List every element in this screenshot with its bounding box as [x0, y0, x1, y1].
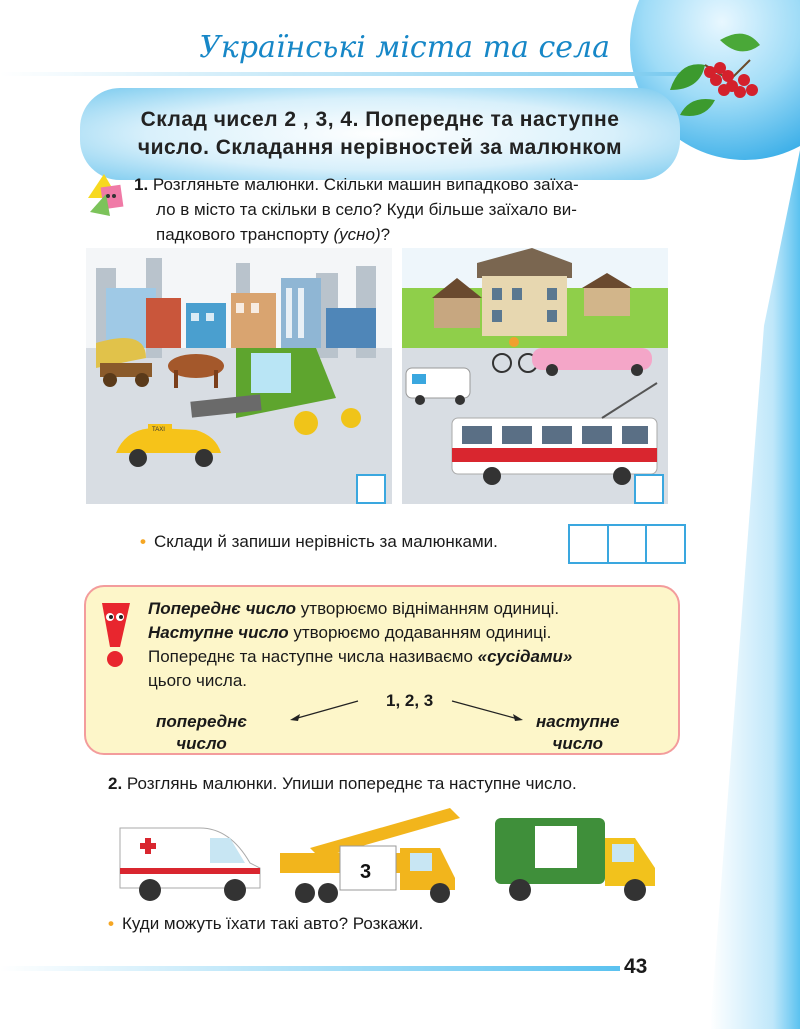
task1-line2: ло в місто та скільки в село? Куди більше заїхало ви-	[156, 200, 577, 219]
task1-line3: падкового транспорту	[156, 225, 329, 244]
inequality-answer-boxes[interactable]	[568, 524, 686, 564]
footer-divider	[0, 966, 620, 971]
task1-oral: (усно)	[333, 225, 381, 244]
inequality-box-right[interactable]	[647, 526, 684, 562]
village-illustration	[402, 248, 668, 504]
side-decoration	[710, 150, 800, 1029]
crane-number: 3	[360, 861, 372, 883]
next-label-line1: наступне	[536, 712, 620, 731]
chapter-title: Українські міста та села	[199, 30, 610, 65]
prev-label-line1: попереднє	[156, 712, 248, 731]
task2-text	[108, 774, 577, 794]
prev-label-line2: число	[176, 734, 227, 753]
rule-box	[84, 585, 680, 755]
next-label-line2: число	[552, 734, 603, 753]
rule-prev-term: Попереднє число	[148, 599, 297, 618]
task1-end: ?	[380, 225, 391, 244]
lesson-title-line2: число. Складання нерівностей за малюнком	[137, 136, 623, 159]
lesson-title	[80, 88, 680, 180]
answer-box-village[interactable]	[634, 474, 664, 504]
rule-next-term: Наступне число	[148, 623, 289, 642]
bullet-where-text: Куди можуть їхати такі авто? Розкажи.	[121, 914, 424, 933]
task2-instruction: Розглянь малюнки. Упиши попереднє та наступне число.	[126, 774, 577, 793]
bullet-dot: •	[108, 914, 114, 933]
rule-neighbors: «сусідами»	[477, 647, 573, 666]
task2-number: 2.	[108, 774, 123, 793]
answer-box-city[interactable]	[356, 474, 386, 504]
crane-truck-icon	[280, 808, 460, 903]
task1-line1: Розгляньте малюнки. Скільки машин випадково заїха-	[152, 175, 579, 194]
task1-text	[134, 172, 694, 247]
inequality-box-left[interactable]	[570, 526, 609, 562]
garbage-truck-icon	[495, 818, 655, 901]
lesson-title-line1: Склад чисел 2 , 3, 4. Попереднє та наступне	[140, 108, 620, 131]
bullet-dot: •	[140, 532, 146, 551]
city-picture	[86, 248, 392, 504]
number-sequence: 1, 2, 3	[386, 691, 434, 710]
rule-prev-text: утворюємо відніманням одиниці.	[296, 599, 560, 618]
bullet-inequality-text: Склади й запиши нерівність за малюнками.	[153, 532, 498, 551]
task1-number: 1.	[134, 175, 149, 194]
next-number-label	[536, 711, 619, 755]
task-puzzle-icon	[84, 168, 136, 218]
rule-line4: цього числа.	[148, 671, 248, 690]
ambulance-icon	[120, 828, 260, 901]
header-divider	[0, 72, 680, 76]
bullet-where	[108, 914, 423, 934]
page-number: 43	[624, 955, 648, 978]
rule-next-text: утворюємо додаванням одиниці.	[288, 623, 552, 642]
prev-number-label	[156, 711, 247, 755]
inequality-box-sign[interactable]	[609, 526, 648, 562]
bullet-inequality	[140, 532, 498, 552]
rule-line3: Попереднє та наступне числа називаємо	[148, 647, 478, 666]
vehicles-illustration	[110, 808, 670, 908]
city-illustration	[86, 248, 392, 504]
taxi-sign: TAXI	[152, 427, 165, 433]
village-picture	[402, 248, 668, 504]
